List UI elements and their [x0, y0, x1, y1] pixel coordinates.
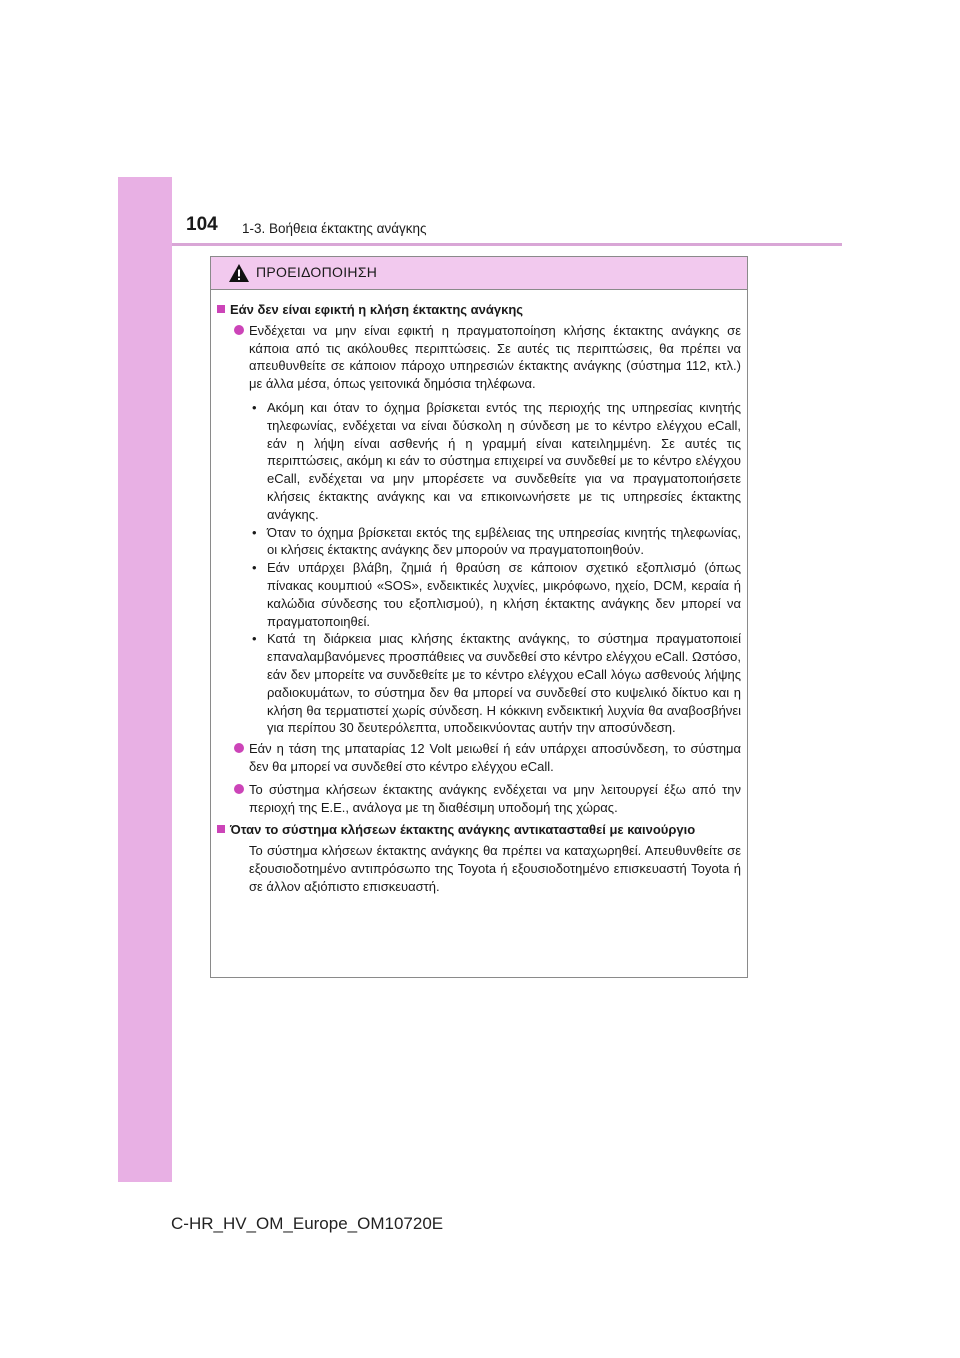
section-heading-replacement: Όταν το σύστημα κλήσεων έκτακτης ανάγκης αντικατασταθεί με καινούργιο	[217, 821, 741, 839]
warning-triangle-icon	[228, 263, 250, 283]
page-header	[172, 214, 842, 246]
sub-list	[252, 399, 741, 737]
warning-body	[211, 290, 747, 896]
round-bullet-icon	[234, 743, 244, 753]
dot-marker-icon: •	[252, 399, 257, 415]
round-bullet-icon	[234, 325, 244, 335]
dot-marker-icon: •	[252, 631, 257, 647]
dot-marker-icon: •	[252, 524, 257, 540]
side-color-band	[118, 177, 172, 1182]
list-item: Το σύστημα κλήσεων έκτακτης ανάγκης ενδέχεται να μην λειτουργεί έξω από την περιοχή της Ε.Ε., ανάλογα με τη διαθέσιμη υποδομή της χώρας.	[234, 781, 741, 817]
page-number: 104	[186, 214, 218, 235]
sub-list-item: • Εάν υπάρχει βλάβη, ζημιά ή θραύση σε κάποιον σχετικό εξοπλισμό (όπως πίνακας κουμπιού «SOS», ενδεικτικές λυχνίες, μικρόφωνο, ηχείο, DCM, κεραία ή καλώδια σύνδεσης του εξοπλισμού), η κλήση έκτακτης ανάγκης δεν μπορεί να πραγματοποιηθεί.	[252, 560, 741, 629]
sub-list-item: • Όταν το όχημα βρίσκεται εκτός της εμβέλειας της υπηρεσίας κινητής τηλεφωνίας, οι κλήσεις έκτακτης ανάγκης δεν μπορούν να πραγματοποιηθούν.	[252, 524, 741, 558]
list-item: Ενδέχεται να μην είναι εφικτή η πραγματοποίηση κλήσης έκτακτης ανάγκης σε κάποια από τις ακόλουθες περιπτώσεις. Σε αυτές τις περιπτώσεις, θα πρέπει να απευθυνθείτε σε κάποιον πάροχο υπηρεσιών έκτακτης ανάγκης (σύστημα 112, κτλ.) με άλλα μέσα, όπως γειτονικά δημόσια τηλέφωνα.	[234, 322, 741, 393]
section-title: 1-3. Βοήθεια έκτακτης ανάγκης	[242, 221, 427, 236]
section-heading-no-call: Εάν δεν είναι εφικτή η κλήση έκτακτης ανάγκης	[217, 301, 741, 319]
sub-list-item: • Κατά τη διάρκεια μιας κλήσης έκτακτης ανάγκης, το σύστημα πραγματοποιεί επαναλαμβανόμενες προσπάθειες να συνδεθεί στο κέντρο ελέγχου eCall. Ωστόσο, εάν δεν μπορείτε να συνδεθείτε με το κέντρο ελέγχου eCall λόγω ασθενούς λήψης ραδιοκυμάτων, το σύστημα δεν θα μπορεί να συνδεθεί στο κυψελικό δίκτυο και η κλήση θα τερματιστεί χωρίς σύνδεση. Η κόκκινη ενδεικτική λυχνία θα αναβοσβήνει για περίπου 30 δευτερόλεπτα, υποδεικνύοντας αυτήν την αποσύνδεση.	[252, 631, 741, 736]
warning-header	[211, 257, 747, 290]
list-item: Εάν η τάση της μπαταρίας 12 Volt μειωθεί ή εάν υπάρχει αποσύνδεση, το σύστημα δεν θα μπορεί να συνδεθεί στο κέντρο ελέγχου eCall.	[234, 740, 741, 776]
header-rule	[172, 243, 842, 246]
dot-marker-icon: •	[252, 560, 257, 576]
round-bullet-icon	[234, 784, 244, 794]
sub-list-item: • Ακόμη και όταν το όχημα βρίσκεται εντός της περιοχής της υπηρεσίας κινητής τηλεφωνίας, ενδέχεται να είναι δύσκολη η σύνδεση με το κέντρο ελέγχου eCall, εάν η λήψη είναι ασθενής ή η γραμμή είναι κατειλημμένη. Σε αυτές τις περιπτώσεις, ακόμη κι εάν το σύστημα επιχειρεί να συνδεθεί με το κέντρο ελέγχου eCall, ενδέχεται να μην μπορέσετε να συνδεθείτε για να πραγματοποιήσετε κλήσεις έκτακτης ανάγκης και να επικοινωνήσετε με τις υπηρεσίες έκτακτης ανάγκης.	[252, 399, 741, 522]
square-bullet-icon	[217, 305, 225, 313]
replacement-paragraph: Το σύστημα κλήσεων έκτακτης ανάγκης θα πρέπει να καταχωρηθεί. Απευθυνθείτε σε εξουσιοδοτημένο αντιπρόσωπο της Toyota ή εξουσιοδοτημένο επισκευαστή Toyota ή σε άλλον αξιόπιστο επισκευαστή.	[249, 843, 741, 894]
warning-title: ΠΡΟΕΙΔΟΠΟΙΗΣΗ	[256, 264, 378, 280]
square-bullet-icon	[217, 825, 225, 833]
warning-box	[210, 256, 748, 978]
footer-doc-id: C-HR_HV_OM_Europe_OM10720E	[171, 1214, 444, 1233]
